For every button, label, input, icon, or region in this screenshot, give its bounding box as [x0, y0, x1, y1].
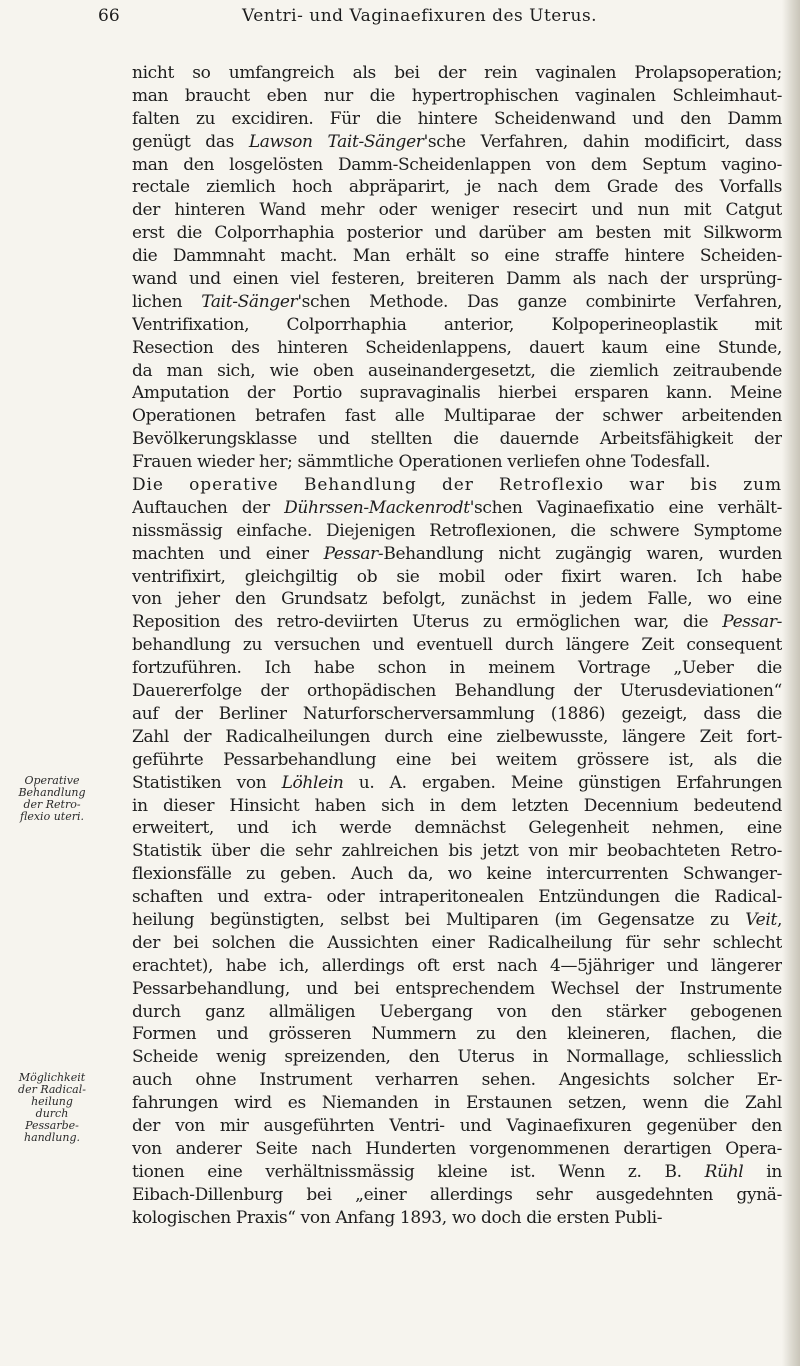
- text-line: wand und einen viel festeren, breiteren Damm als nach der ursprüng-: [132, 269, 782, 290]
- text-line: erachtet), habe ich, allerdings oft erst nach 4—5jähriger und längerer: [132, 955, 782, 976]
- text-line: da man sich, wie oben auseinandergesetzt, die ziemlich zeitraubende: [132, 360, 782, 381]
- text-line: Eibach-Dillenburg bei „einer allerdings sehr ausgedehnten gynä-: [132, 1184, 782, 1205]
- text-line: nicht so umfangreich als bei der rein vaginalen Prolapsoperation;: [132, 63, 782, 83]
- text-line: machten und einer Pessar-Behandlung nicht zugängig waren, wurden: [132, 543, 782, 564]
- text-line: Bevölkerungsklasse und stellten die dauernde Arbeitsfähigkeit der: [132, 429, 782, 450]
- text-line: Amputation der Portio supravaginalis hierbei ersparen kann. Meine: [132, 383, 782, 404]
- text-line: die Dammnaht macht. Man erhält so eine straffe hintere Scheiden-: [132, 246, 782, 267]
- text-line: genügt das Lawson Tait-Sänger'sche Verfahren, dahin modificirt, dass: [132, 131, 782, 152]
- text-line: erweitert, und ich werde demnächst Gelegenheit nehmen, eine: [132, 818, 782, 839]
- text-line: Pessarbehandlung, und bei entsprechendem Wechsel der Instrumente: [132, 978, 782, 999]
- text-line: Resection des hinteren Scheidenlappens, dauert kaum eine Stunde,: [132, 337, 782, 358]
- text-line: ventrifixirt, gleichgiltig ob sie mobil oder fixirt waren. Ich habe: [132, 566, 782, 587]
- margin-note-line: flexio uteri.: [20, 810, 84, 823]
- text-line: fortzuführen. Ich habe schon in meinem Vortrage „Ueber die: [132, 658, 782, 679]
- text-line: man braucht eben nur die hypertrophischen vaginalen Schleimhaut-: [132, 85, 782, 106]
- text-line: tionen eine verhältnissmässig kleine ist. Wenn z. B. Rühl in: [132, 1161, 782, 1182]
- text-line: nissmässig einfache. Diejenigen Retroflexionen, die schwere Symptome: [132, 520, 782, 541]
- text-line: kologischen Praxis“ von Anfang 1893, wo doch die ersten Publi-: [132, 1207, 663, 1228]
- running-head: Ventri- und Vaginaefixuren des Uterus.: [242, 6, 598, 26]
- text-line: Reposition des retro-deviirten Uterus zu ermöglichen war, die Pessar-: [132, 612, 782, 633]
- margin-note-line: der Radical-: [18, 1083, 86, 1096]
- text-line: Zahl der Radicalheilungen durch eine zielbewusste, längere Zeit fort-: [132, 726, 782, 747]
- margin-note-line: der Retro-: [23, 798, 81, 811]
- page-edge-shadow: [782, 0, 800, 1366]
- margin-note-line: durch: [35, 1107, 69, 1120]
- text-line: der hinteren Wand mehr oder weniger resecirt und nun mit Catgut: [132, 200, 782, 221]
- text-line: Dauererfolge der orthopädischen Behandlung der Uterusdeviationen“: [132, 681, 782, 702]
- text-line: flexionsfälle zu geben. Auch da, wo keine intercurrenten Schwanger-: [132, 864, 782, 885]
- text-line: durch ganz allmäligen Uebergang von den stärker gebogenen: [132, 1001, 782, 1022]
- page-number: 66: [98, 6, 120, 26]
- text-line: Scheide wenig spreizenden, den Uterus in Normallage, schliesslich: [132, 1047, 782, 1068]
- text-line: Formen und grösseren Nummern zu den kleineren, flachen, die: [132, 1024, 782, 1045]
- text-line: Ventrifixation, Colporrhaphia anterior, Kolpoperineoplastik mit: [132, 314, 782, 335]
- text-line: fahrungen wird es Niemanden in Erstaunen setzen, wenn die Zahl: [132, 1093, 782, 1114]
- text-line: geführte Pessarbehandlung eine bei weitem grössere ist, als die: [132, 749, 782, 770]
- text-line: Statistik über die sehr zahlreichen bis jetzt von mir beobachteten Retro-: [132, 841, 782, 862]
- text-line: auch ohne Instrument verharren sehen. Angesichts solcher Er-: [132, 1070, 782, 1091]
- text-line: Statistiken von Löhlein u. A. ergaben. Meine günstigen Erfahrungen: [132, 772, 782, 793]
- text-line: Operationen betrafen fast alle Multiparae der schwer arbeitenden: [132, 406, 782, 427]
- text-line: falten zu excidiren. Für die hintere Scheidenwand und den Damm: [132, 108, 782, 129]
- page-header: [98, 6, 718, 30]
- margin-note-operative-behandlung: [4, 775, 100, 823]
- text-line: Frauen wieder her; sämmtliche Operationen verliefen ohne Todesfall.: [132, 452, 711, 473]
- text-line: schaften und extra- oder intraperitonealen Entzündungen die Radical-: [132, 887, 782, 908]
- text-line: lichen Tait-Sänger'schen Methode. Das ganze combinirte Verfahren,: [132, 291, 782, 312]
- text-line: der von mir ausgeführten Ventri- und Vaginaefixuren gegenüber den: [132, 1115, 782, 1136]
- text-line: von jeher den Grundsatz befolgt, zunächst in jedem Falle, wo eine: [132, 589, 782, 610]
- text-line: behandlung zu versuchen und eventuell durch längere Zeit consequent: [132, 635, 782, 656]
- text-line: rectale ziemlich hoch abpräparirt, je nach dem Grade des Vorfalls: [132, 177, 782, 198]
- body-text: [132, 62, 782, 1229]
- text-line: heilung begünstigten, selbst bei Multiparen (im Gegensatze zu Veit,: [132, 909, 782, 930]
- text-line: erst die Colporrhaphia posterior und darüber am besten mit Silkworm: [132, 223, 782, 244]
- margin-note-line: Operative: [24, 774, 80, 787]
- text-line: von anderer Seite nach Hunderten vorgenommenen derartigen Opera-: [132, 1138, 782, 1159]
- text-line: Auftauchen der Dührssen-Mackenrodt'schen Vaginaefixatio eine verhält-: [132, 497, 782, 518]
- margin-note-line: handlung.: [24, 1131, 80, 1144]
- margin-note-line: Behandlung: [18, 786, 86, 799]
- margin-note-radicalheilung: [4, 1072, 100, 1144]
- text-line: man den losgelösten Damm-Scheidenlappen von dem Septum vagino-: [132, 154, 782, 175]
- text-line: der bei solchen die Aussichten einer Radicalheilung für sehr schlecht: [132, 932, 782, 953]
- margin-note-line: heilung: [31, 1095, 73, 1108]
- text-line: Die operative Behandlung der Retroflexio war bis zum: [132, 475, 782, 496]
- margin-note-line: Möglichkeit: [18, 1071, 86, 1084]
- text-line: auf der Berliner Naturforscherversammlung (1886) gezeigt, dass die: [132, 703, 782, 724]
- margin-note-line: Pessarbe-: [25, 1119, 79, 1132]
- text-line: in dieser Hinsicht haben sich in dem letzten Decennium bedeutend: [132, 795, 782, 816]
